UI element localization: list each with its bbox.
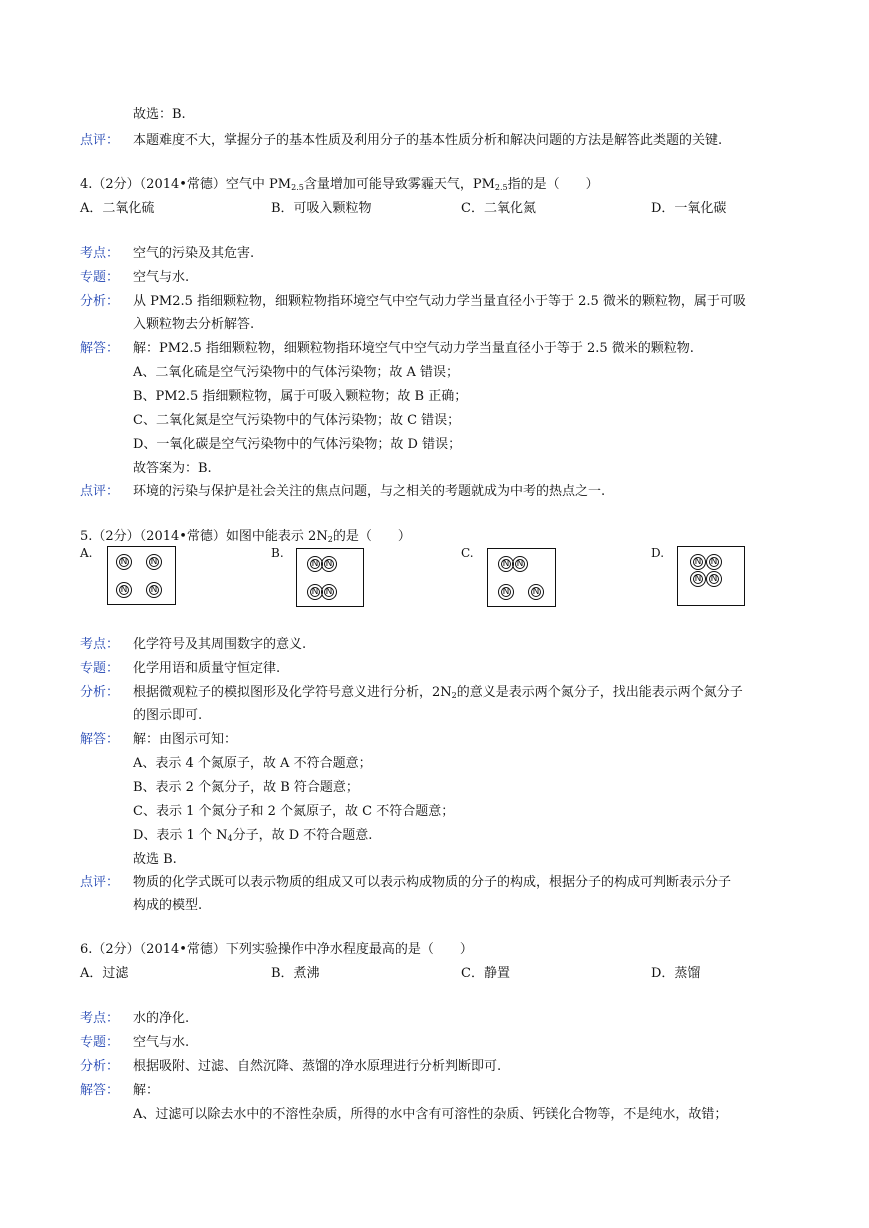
q5-fenxi-label: 分析： [80,685,120,700]
q6-jieda: 解： [133,1083,160,1098]
q5-jieda-line: A、表示 4 个氮原子，故 A 不符合题意； [133,756,372,771]
q4-option-d: D．一氧化碳 [651,201,727,216]
q6-fenxi: 根据吸附、过滤、自然沉降、蒸馏的净水原理进行分析判断即可. [133,1059,502,1074]
nitrogen-atom: N [498,556,514,572]
q6-option-d: D．蒸馏 [651,966,701,981]
q4-fenxi-label: 分析： [80,294,120,309]
q4-option-c: C．二氧化氮 [461,201,536,216]
nitrogen-atom: N [146,582,162,598]
nitrogen-atom: N [690,571,706,587]
q3-comment-label: 点评： [80,133,120,148]
q5-jieda-label: 解答： [80,732,120,747]
nitrogen-atom: N [706,571,722,587]
nitrogen-atom: N [690,554,706,570]
q5-jieda-line: 解：由图示可知： [133,732,238,747]
q4-stem: 4.（2分）（2014•常德）空气中 $PM_{2.5}$含量增加可能导致雾霾天气，$PM_{2.5}$指的是（ ） [80,177,599,192]
q4-kaodian-label: 考点： [80,246,120,261]
q5-jieda-line: B、表示 2 个氮分子，故 B 符合题意； [133,780,359,795]
q5-option-d-label: D. [651,546,665,560]
q4-kaodian: 空气的污染及其危害. [133,246,255,261]
nitrogen-atom: N [498,584,514,600]
q5-dianping-line1: 物质的化学式既可以表示物质的组成又可以表示构成物质的分子的构成，根据分子的构成可判断表示分子 [133,875,732,890]
q3-answer: 故选：B. [133,107,186,122]
q5-diagram-d [677,546,745,606]
nitrogen-atom: N [528,584,544,600]
q4-jieda-line: B、PM2.5 指细颗粒物，属于可吸入颗粒物；故 B 正确； [133,389,468,404]
q5-zhuanti-label: 专题： [80,661,120,676]
q5-fenxi-line2: 的图示即可. [133,708,203,723]
q6-kaodian: 水的净化. [133,1011,190,1026]
q6-fenxi-label: 分析： [80,1059,120,1074]
q5-zhuanti: 化学用语和质量守恒定律. [133,661,281,676]
nitrogen-atom: N [321,556,337,572]
q5-diagram-a [107,546,176,605]
q4-dianping: 环境的污染与保护是社会关注的焦点问题，与之相关的考题就成为中考的热点之一. [133,484,606,499]
q4-zhuanti: 空气与水. [133,270,190,285]
q5-kaodian: 化学符号及其周围数字的意义. [133,637,307,652]
q6-kaodian-label: 考点： [80,1011,120,1026]
q6-option-c: C．静置 [461,966,510,981]
q4-jieda-line: C、二氧化氮是空气污染物中的气体污染物；故 C 错误； [133,413,461,428]
q5-stem: 5.（2分）（2014•常德）如图中能表示 $2N_2$的是（ ） [80,529,411,544]
q4-fenxi-line1: 从 PM2.5 指细颗粒物，细颗粒物指环境空气中空气动力学当量直径小于等于 2.5 微米的颗粒物，属于可吸 [133,294,746,309]
q6-option-a: A．过滤 [80,966,129,981]
q6-jieda-label: 解答： [80,1083,120,1098]
q6-stem: 6.（2分）（2014•常德）下列实验操作中净水程度最高的是（ ） [80,942,473,957]
q6-zhuanti: 空气与水. [133,1035,190,1050]
nitrogen-atom: N [307,556,323,572]
q5-diagram-b [296,548,364,607]
q5-dianping-label: 点评： [80,875,120,890]
q5-option-c-label: C. [461,546,474,560]
q4-option-a: A．二氧化硫 [80,201,155,216]
q5-jieda-line: 故选 B. [133,852,177,867]
q5-option-b-label: B. [271,546,284,560]
q6-jieda-a: A、过滤可以除去水中的不溶性杂质，所得的水中含有可溶性的杂质、钙镁化合物等，不是纯水，故错； [133,1107,728,1122]
nitrogen-atom: N [706,554,722,570]
q3-comment: 本题难度不大，掌握分子的基本性质及利用分子的基本性质分析和解决问题的方法是解答此类题的关键. [133,133,723,148]
nitrogen-atom: N [321,584,337,600]
nitrogen-atom: N [116,554,132,570]
q5-jieda-line: D、表示 1 个 $N_4$分子，故 D 不符合题意. [133,828,373,843]
q4-jieda-line: 解：PM2.5 指细颗粒物，细颗粒物指环境空气中空气动力学当量直径小于等于 2.5 微米的颗粒物. [133,341,694,356]
q5-option-a-label: A. [80,546,93,560]
q4-jieda-label: 解答： [80,341,120,356]
q6-option-b: B．煮沸 [271,966,320,981]
q4-option-b: B．可吸入颗粒物 [271,201,372,216]
nitrogen-atom: N [146,554,162,570]
nitrogen-atom: N [512,556,528,572]
q4-zhuanti-label: 专题： [80,270,120,285]
q4-jieda-line: D、一氧化碳是空气污染物中的气体污染物；故 D 错误； [133,437,462,452]
nitrogen-atom: N [307,584,323,600]
q4-jieda-line: A、二氧化硫是空气污染物中的气体污染物；故 A 错误； [133,365,460,380]
q4-jieda-line: 故答案为：B. [133,461,212,476]
q4-dianping-label: 点评： [80,484,120,499]
q5-diagram-c [487,548,556,607]
q4-fenxi-line2: 入颗粒物去分析解答. [133,317,255,332]
q5-jieda-line: C、表示 1 个氮分子和 2 个氮原子，故 C 不符合题意； [133,804,455,819]
q5-fenxi-line1: 根据微观粒子的模拟图形及化学符号意义进行分析，$2N_2$的意义是表示两个氮分子，找出能表示两个氮分子 [133,685,743,700]
q5-kaodian-label: 考点： [80,637,120,652]
q6-zhuanti-label: 专题： [80,1035,120,1050]
nitrogen-atom: N [116,582,132,598]
q5-dianping-line2: 构成的模型. [133,898,203,913]
